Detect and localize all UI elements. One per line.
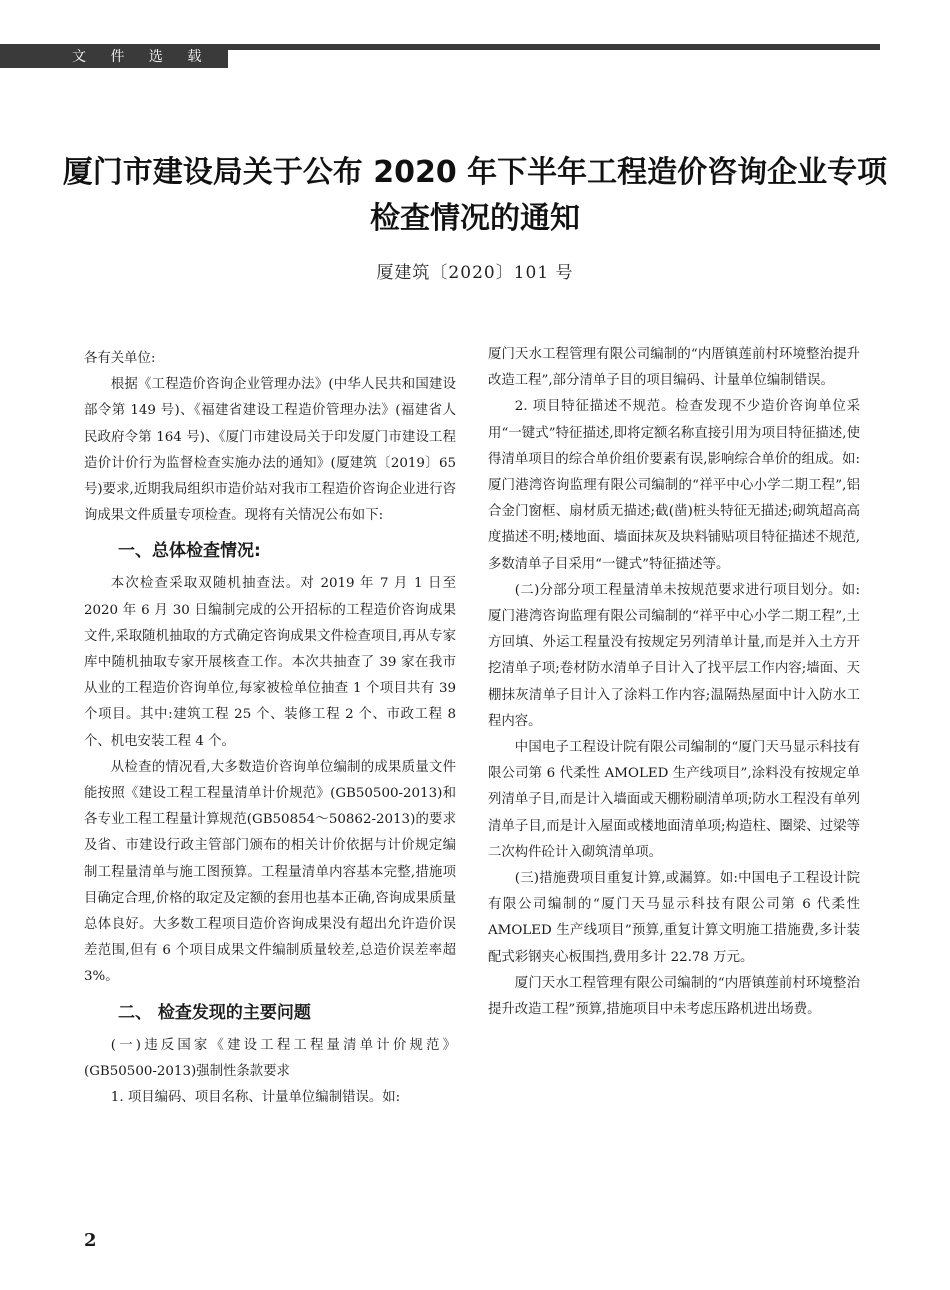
page-number: 2	[84, 1230, 97, 1251]
section-heading-1: 一、总体检查情况:	[118, 541, 261, 562]
paragraph: 中国电子工程设计院有限公司编制的“厦门天马显示科技有限公司第 6 代柔性 AMOLED 生产线项目”,涂料没有按规定单列清单子目,而是计入墙面或天棚粉刷清单项;防水工程没有单列清单子目,而是计入屋面或楼地面清单项;构造柱、圈梁、过梁等二次构件砼计入砌筑清单项。	[488, 740, 860, 860]
paragraph: 本次检查采取双随机抽查法。对 2019 年 7 月 1 日至 2020 年 6 月 30 日编制完成的公开招标的工程造价咨询成果文件,采取随机抽取的方式确定咨询成果文件检查项目,再从专家库中随机抽取专家开展核查工作。本次共抽查了 39 家在我市从业的工程造价咨询单位,每家被检单位抽查 1 个项目共有 39 个项目。其中:建筑工程 25 个、装修工程 2 个、市政工程 8 个、机电安装工程 4 个。	[84, 576, 456, 749]
paragraph: 从检查的情况看,大多数造价咨询单位编制的成果质量文件能按照《建设工程工程量清单计价规范》(GB50500-2013)和各专业工程工程量计算规范(GB50854～50862-2013)的要求及省、市建设行政主管部门颁布的相关计价依据与计价规定编制工程量清单与施工图预算。工程量清单内容基本完整,措施项目确定合理,价格的取定及定额的套用也基本正确,咨询成果质量总体良好。大多数工程项目造价咨询成果没有超出允许造价误差范围,但有 6 个项目成果文件编制质量较差,总造价误差率超 3%。	[84, 759, 456, 985]
left-column	[84, 346, 456, 1111]
paragraph: (二)分部分项工程量清单未按规范要求进行项目划分。如:厦门港湾咨询监理有限公司编制的“祥平中心小学二期工程”,土方回填、外运工程量没有按规定另列清单计量,而是并入土方开挖清单子项;卷材防水清单子目计入了找平层工作内容;墙面、天棚抹灰清单子目计入了涂料工作内容;温隔热屋面中计入防水工程内容。	[488, 582, 860, 729]
section-heading-2: 二、 检查发现的主要问题	[118, 1002, 311, 1023]
salutation: 各有关单位:	[84, 351, 156, 366]
section-label: 文 件 选 载	[0, 46, 228, 68]
page-title: 厦门市建设局关于公布 2020 年下半年工程造价咨询企业专项检查情况的通知	[62, 155, 888, 236]
paragraph: (三)措施费项目重复计算,或漏算。如:中国电子工程设计院有限公司编制的“厦门天马显示科技有限公司第 6 代柔性 AMOLED 生产线项目”预算,重复计算文明施工措施费,多计装配式彩钢夹心板围挡,费用多计 22.78 万元。	[488, 871, 860, 965]
paragraph: (一)违反国家《建设工程工程量清单计价规范》(GB50500-2013)强制性条款要求	[84, 1037, 456, 1079]
paragraph: 厦门天水工程管理有限公司编制的“内厝镇莲前村环境整治提升改造工程”预算,措施项目中未考虑压路机进出场费。	[488, 975, 860, 1018]
right-column	[488, 342, 860, 1023]
intro-paragraph: 根据《工程造价咨询企业管理办法》(中华人民共和国建设部令第 149 号)、《福建省建设工程造价管理办法》(福建省人民政府令第 164 号)、《厦门市建设局关于印发厦门市建设工程造价计价行为监督检查实施办法的通知》(厦建筑〔2019〕65 号)要求,近期我局组织市造价站对我市工程造价咨询企业进行咨询成果文件质量专项检查。现将有关情况公布如下:	[84, 377, 456, 524]
document-number: 厦建筑〔2020〕101 号	[376, 263, 574, 283]
paragraph: 2. 项目特征描述不规范。检查发现不少造价咨询单位采用“一键式”特征描述,即将定额名称直接引用为项目特征描述,使得清单项目的综合单价组价要素有误,影响综合单价的组成。如:厦门港湾咨询监理有限公司编制的“祥平中心小学二期工程”,铝合金门窗框、扇材质无描述;截(凿)桩头特征无描述;砌筑超高高度描述不明;楼地面、墙面抹灰及块料铺贴项目特征描述不规范,多数清单子目采用“一键式”特征描述等。	[488, 399, 860, 572]
paragraph: 1. 项目编码、项目名称、计量单位编制错误。如:	[110, 1090, 401, 1106]
paragraph: 厦门天水工程管理有限公司编制的“内厝镇莲前村环境整治提升改造工程”,部分清单子目的项目编码、计量单位编制错误。	[488, 347, 860, 389]
